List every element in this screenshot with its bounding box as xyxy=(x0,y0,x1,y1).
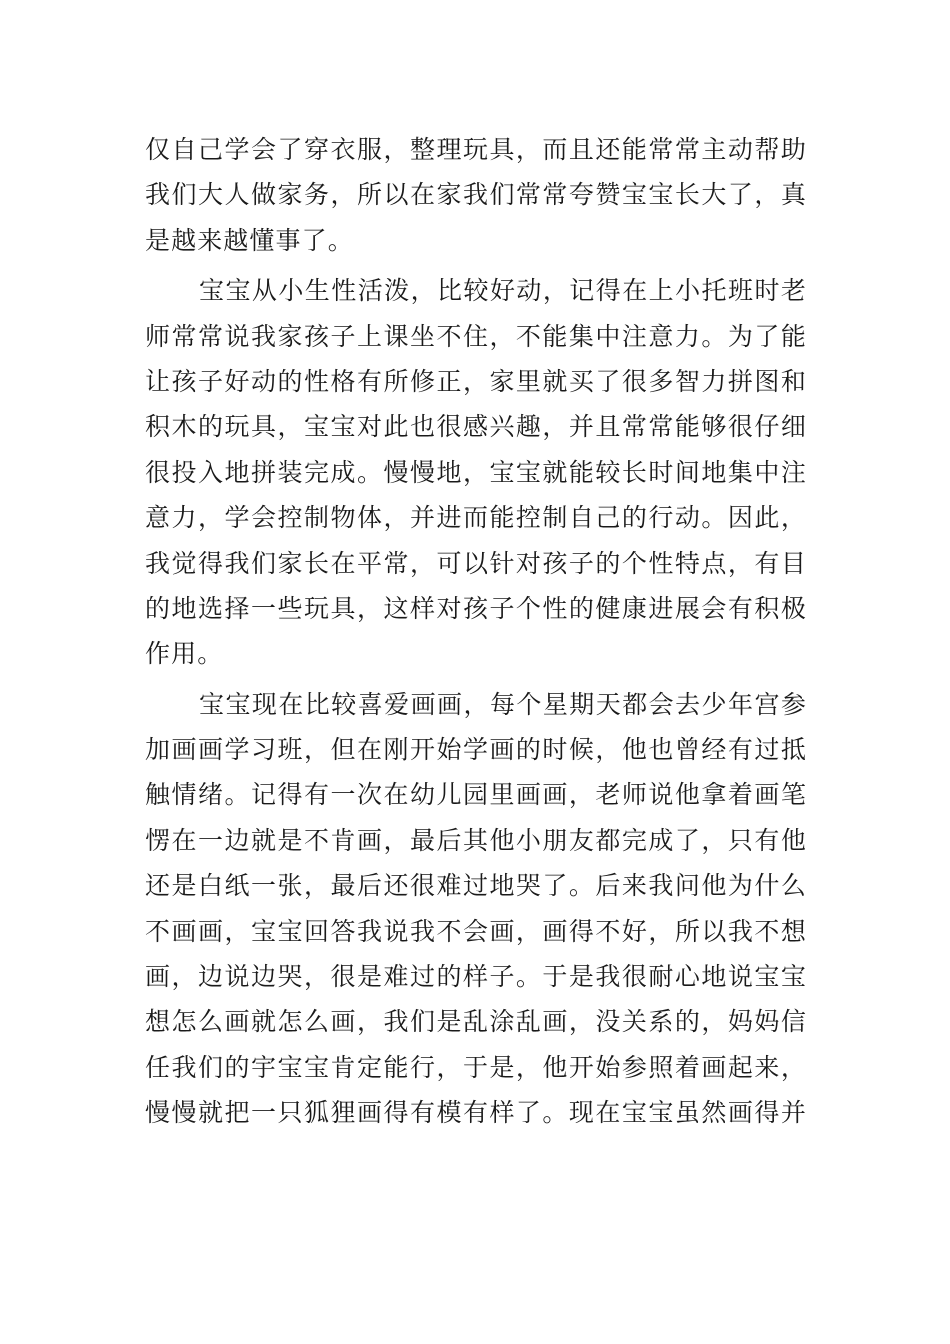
paragraph-3 xyxy=(145,682,807,1136)
document-body xyxy=(145,127,807,1136)
paragraph-2 xyxy=(145,268,807,677)
text-line: 我觉得我们家长在平常，可以针对孩子的个性特点，有目 xyxy=(145,548,807,578)
text-line: 意力，学会控制物体，并进而能控制自己的行动。因此， xyxy=(145,503,807,533)
text-line: 想怎么画就怎么画，我们是乱涂乱画，没关系的，妈妈信 xyxy=(145,1007,807,1037)
text-line: 积木的玩具，宝宝对此也很感兴趣，并且常常能够很仔细 xyxy=(145,412,807,442)
text-line: 还是白纸一张，最后还很难过地哭了。后来我问他为什么 xyxy=(145,871,807,901)
text-line: 的地选择一些玩具，这样对孩子个性的健康进展会有积极 xyxy=(145,593,807,623)
paragraph-1 xyxy=(145,127,807,263)
text-line: 宝宝从小生性活泼，比较好动，记得在上小托班时老 xyxy=(199,276,807,306)
text-line: 仅自己学会了穿衣服，整理玩具，而且还能常常主动帮助 xyxy=(145,135,807,164)
text-line: 画，边说边哭，很是难过的样子。于是我很耐心地说宝宝 xyxy=(145,962,807,992)
text-line: 师常常说我家孩子上课坐不住，不能集中注意力。为了能 xyxy=(145,321,807,351)
text-line: 很投入地拼装完成。慢慢地，宝宝就能较长时间地集中注 xyxy=(145,457,807,487)
text-line: 不画画，宝宝回答我说我不会画，画得不好，所以我不想 xyxy=(145,916,807,946)
text-line: 让孩子好动的性格有所修正，家里就买了很多智力拼图和 xyxy=(145,366,807,396)
text-line: 加画画学习班，但在刚开始学画的时候，他也曾经有过抵 xyxy=(145,735,807,765)
text-line: 任我们的宇宝宝肯定能行，于是，他开始参照着画起来， xyxy=(145,1052,807,1082)
text-line: 愣在一边就是不肯画，最后其他小朋友都完成了，只有他 xyxy=(145,825,807,855)
text-line: 触情绪。记得有一次在幼儿园里画画，老师说他拿着画笔 xyxy=(145,780,807,810)
text-line: 我们大人做家务，所以在家我们常常夸赞宝宝长大了，真 xyxy=(145,180,807,210)
text-line: 是越来越懂事了。 xyxy=(145,225,354,255)
text-line: 作用。 xyxy=(145,639,224,669)
text-line: 慢慢就把一只狐狸画得有模有样了。现在宝宝虽然画得并 xyxy=(145,1098,807,1128)
text-line: 宝宝现在比较喜爱画画，每个星期天都会去少年宫参 xyxy=(199,689,807,719)
